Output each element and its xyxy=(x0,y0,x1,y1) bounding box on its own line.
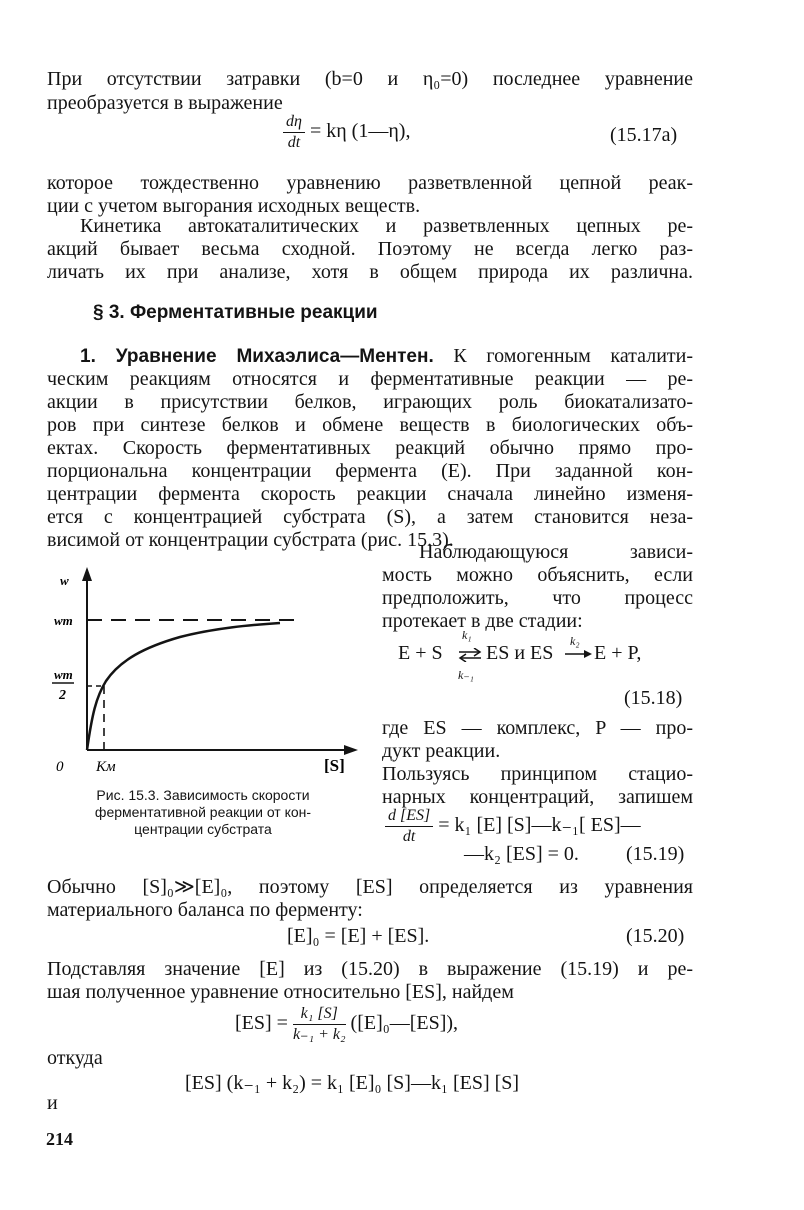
para3-line-1 xyxy=(80,344,693,369)
equation-es-expanded: [ES] (k₋₁ + k₂) = k₁ [E]₀ [S]—k₁ [ES] [S] xyxy=(185,1072,520,1094)
reaction-scheme xyxy=(398,628,688,686)
para3-line-5: ектах. Скорость ферментативных реакций обычно прямо про- xyxy=(47,437,693,459)
forward-arrow-icon xyxy=(564,649,594,659)
equation-15-19 xyxy=(385,806,641,847)
y-axis-arrow-icon xyxy=(82,567,92,581)
caption-line-1: Рис. 15.3. Зависимость скорости xyxy=(96,787,310,803)
eq-es-numerator: k₁ [S] xyxy=(293,1004,346,1025)
equation-15-17a xyxy=(283,112,410,153)
scheme-e-plus-p: E + P, xyxy=(594,642,642,664)
para2-line-2: акций бывает весьма сходной. Поэтому не всегда легко раз- xyxy=(47,238,693,260)
equilibrium-arrows-icon xyxy=(458,648,482,662)
eq-fraction-denominator: dt xyxy=(287,134,301,151)
para3-line-1-rest: К гомогенным каталити- xyxy=(433,345,693,367)
para3-line-2: ческим реакциям относятся и ферментативные реакции — ре- xyxy=(47,368,693,390)
intro-line-2: преобразуется в выражение xyxy=(47,92,283,114)
para2-line-1: Кинетика автокаталитических и разветвленных цепных ре- xyxy=(80,215,693,237)
equation-15-20: [E]₀ = [E] + [ES]. xyxy=(287,925,430,947)
page-number: 214 xyxy=(46,1129,73,1149)
right-line-4: протекает в две стадии: xyxy=(382,610,583,632)
equation-number-15-17a: (15.17a) xyxy=(610,124,678,146)
km-label: Kм xyxy=(96,759,116,775)
eq-es-denominator: k₋₁ + k₂ xyxy=(292,1026,346,1043)
eq-rhs: = kη (1—η), xyxy=(309,120,411,143)
right-line-6: дукт реакции. xyxy=(382,740,501,762)
para3-line-8: ется с концентрацией субстрата (S), а затем становится неза- xyxy=(47,506,693,528)
origin-label: 0 xyxy=(56,759,64,775)
caption-line-2: ферментативной реакции от кон- xyxy=(94,804,312,820)
para4-line-2: материального баланса по ферменту: xyxy=(47,899,363,921)
half-wm-denominator: 2 xyxy=(59,688,66,703)
para5-line-2: шая полученное уравнение относительно [ES], найдем xyxy=(47,981,514,1003)
section-heading: § 3. Ферментативные реакции xyxy=(93,302,378,323)
half-wm-numerator: wm xyxy=(54,667,73,682)
para3-line-9: висимой от концентрации субстрата (рис. 15.3). xyxy=(47,529,454,551)
right-line-7: Пользуясь принципом стацио- xyxy=(382,763,693,785)
x-axis-label: [S] xyxy=(324,756,345,775)
eq-es-lhs: [ES] = xyxy=(235,1012,288,1035)
scheme-es-and-es: ES и ES xyxy=(486,642,554,664)
otkuda-text: откуда xyxy=(47,1047,103,1069)
eq-1519-rhs-1: = k₁ [E] [S]—k₋₁[ ES]— xyxy=(438,814,641,837)
intro-line-1: При отсутствии затравки (b=0 и η₀=0) последнее уравнение xyxy=(47,68,693,90)
eq-1519-rhs-2: —k₂ [ES] = 0. xyxy=(464,843,579,865)
para4-line-1: Обычно [S]₀≫[E]₀, поэтому [ES] определяется из уравнения xyxy=(47,876,693,898)
right-line-3: предположить, что процесс xyxy=(382,587,693,609)
conjunction-i: и xyxy=(47,1092,58,1114)
equation-number-15-18: (15.18) xyxy=(624,687,683,709)
para3-lead: 1. Уравнение Михаэлиса—Ментен. xyxy=(80,346,434,367)
para1-line-2: ции с учетом выгорания исходных веществ. xyxy=(47,195,421,217)
para3-line-3: акции в присутствии белков, играющих роль биокатализато- xyxy=(47,391,693,413)
para3-line-7: центрации фермента скорость реакции сначала линейно изменя- xyxy=(47,483,693,505)
equation-number-15-20: (15.20) xyxy=(626,925,685,947)
scheme-k-minus-1: k₋₁ xyxy=(458,668,474,682)
figure-15-3-graph xyxy=(40,565,370,785)
right-line-1: Наблюдающуюся зависи- xyxy=(419,541,693,563)
y-axis-label: w xyxy=(60,573,69,588)
equation-es xyxy=(235,1004,458,1045)
para3-line-4: ров при синтезе белков и обмене веществ в биологических объ- xyxy=(47,414,693,436)
michaelis-menten-curve xyxy=(87,623,280,750)
para2-line-3: личать их при анализе, хотя в общем природа их различна. xyxy=(47,261,693,283)
caption-line-3: центрации субстрата xyxy=(134,821,272,837)
wm-label: wm xyxy=(54,613,73,628)
scheme-k1: k₁ xyxy=(462,628,472,642)
equation-number-15-19: (15.19) xyxy=(626,843,685,865)
eq-es-rhs: ([E]₀—[ES]), xyxy=(350,1012,459,1035)
figure-caption xyxy=(58,787,348,838)
eq-1519-denominator: dt xyxy=(402,828,416,845)
right-line-8: нарных концентраций, запишем xyxy=(382,786,693,808)
para5-line-1: Подставляя значение [E] из (15.20) в выражение (15.19) и ре- xyxy=(47,958,693,980)
eq-1519-numerator: d [ES] xyxy=(385,806,433,827)
scheme-k2: k₂ xyxy=(570,634,580,648)
para1-line-1: которое тождественно уравнению разветвленной цепной реак- xyxy=(47,172,693,194)
x-axis-arrow-icon xyxy=(344,745,358,755)
right-line-2: мость можно объяснить, если xyxy=(382,564,693,586)
right-line-5: где ES — комплекс, P — про- xyxy=(382,717,693,739)
para3-line-6: порциональна концентрации фермента (E). При заданной кон- xyxy=(47,460,693,482)
scheme-e-plus-s: E + S xyxy=(398,642,443,664)
eq-fraction-numerator: dη xyxy=(283,112,305,133)
